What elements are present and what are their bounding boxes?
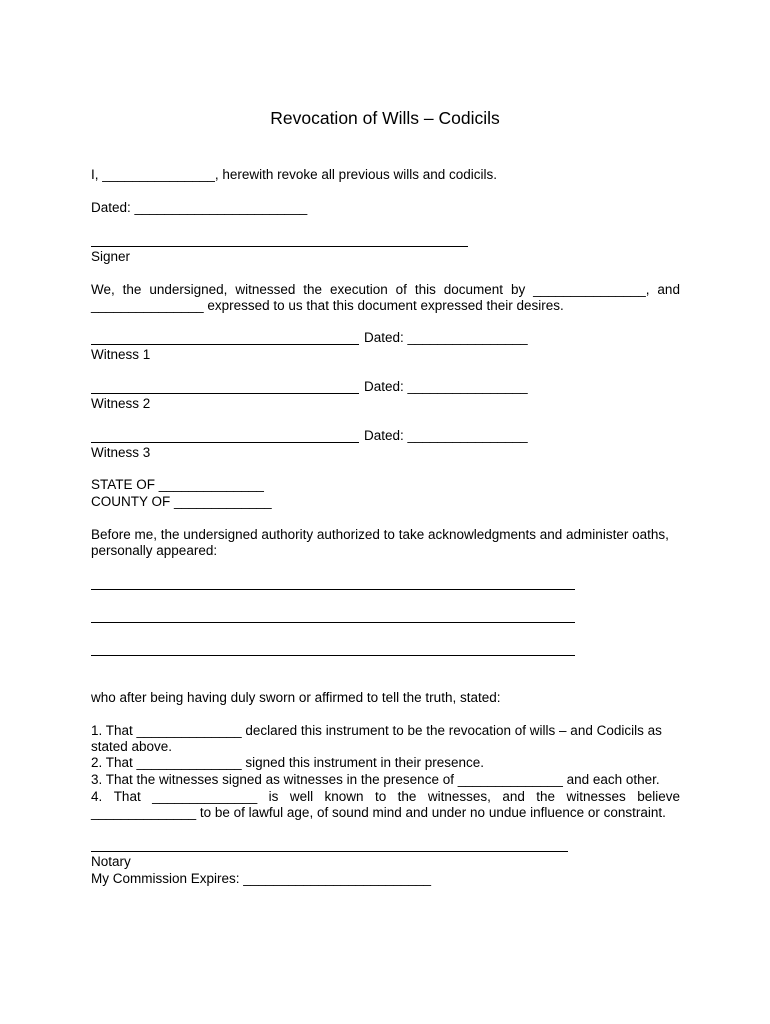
sworn-statement: who after being having duly sworn or affirmed to tell the truth, stated: <box>91 690 501 705</box>
witness-3-dated: Dated: ________________ <box>364 428 528 443</box>
statement-4-line-1: 4. That ______________ is well known to the witnesses, and the witnesses believe <box>91 789 680 804</box>
witness-1-label: Witness 1 <box>91 347 151 362</box>
witness-2-label: Witness 2 <box>91 396 151 411</box>
document-title: Revocation of Wills – Codicils <box>270 108 500 128</box>
before-me-line-1: Before me, the undersigned authority authorized to take acknowledgments and administer oaths, <box>91 527 669 542</box>
signer-signature-line <box>91 246 468 247</box>
appeared-name-line-3 <box>91 655 575 656</box>
witness-3-label: Witness 3 <box>91 445 151 460</box>
notary-signature-line <box>91 851 568 852</box>
county-line: COUNTY OF _____________ <box>91 494 272 509</box>
revoke-statement: I, _______________, herewith revoke all previous wills and codicils. <box>91 167 497 182</box>
witness-2-dated: Dated: ________________ <box>364 379 528 394</box>
appeared-name-line-2 <box>91 622 575 623</box>
signer-label: Signer <box>91 249 131 264</box>
statement-4-line-2: ______________ to be of lawful age, of sound mind and under no undue influence or constraint. <box>91 805 666 820</box>
appeared-name-line-1 <box>91 589 575 590</box>
state-line: STATE OF ______________ <box>91 477 264 492</box>
dated-line: Dated: _______________________ <box>91 200 308 215</box>
witness-1-dated: Dated: ________________ <box>364 330 528 345</box>
statement-1-line-2: stated above. <box>91 739 173 754</box>
witness-paragraph-line-1: We, the undersigned, witnessed the execution of this document by _______________, and <box>91 282 680 297</box>
witness-3-signature-line <box>91 442 359 443</box>
commission-expires-line: My Commission Expires: _________________________ <box>91 871 431 886</box>
witness-paragraph-line-2: _______________ expressed to us that this document expressed their desires. <box>91 298 564 313</box>
statement-1-line-1: 1. That ______________ declared this instrument to be the revocation of wills – and Codicils as <box>91 723 662 738</box>
notary-label: Notary <box>91 854 131 869</box>
statement-2: 2. That ______________ signed this instrument in their presence. <box>91 755 485 770</box>
witness-1-signature-line <box>91 344 359 345</box>
witness-2-signature-line <box>91 393 359 394</box>
before-me-line-2: personally appeared: <box>91 543 218 558</box>
statement-3: 3. That the witnesses signed as witnesses in the presence of ______________ and each other. <box>91 772 660 787</box>
